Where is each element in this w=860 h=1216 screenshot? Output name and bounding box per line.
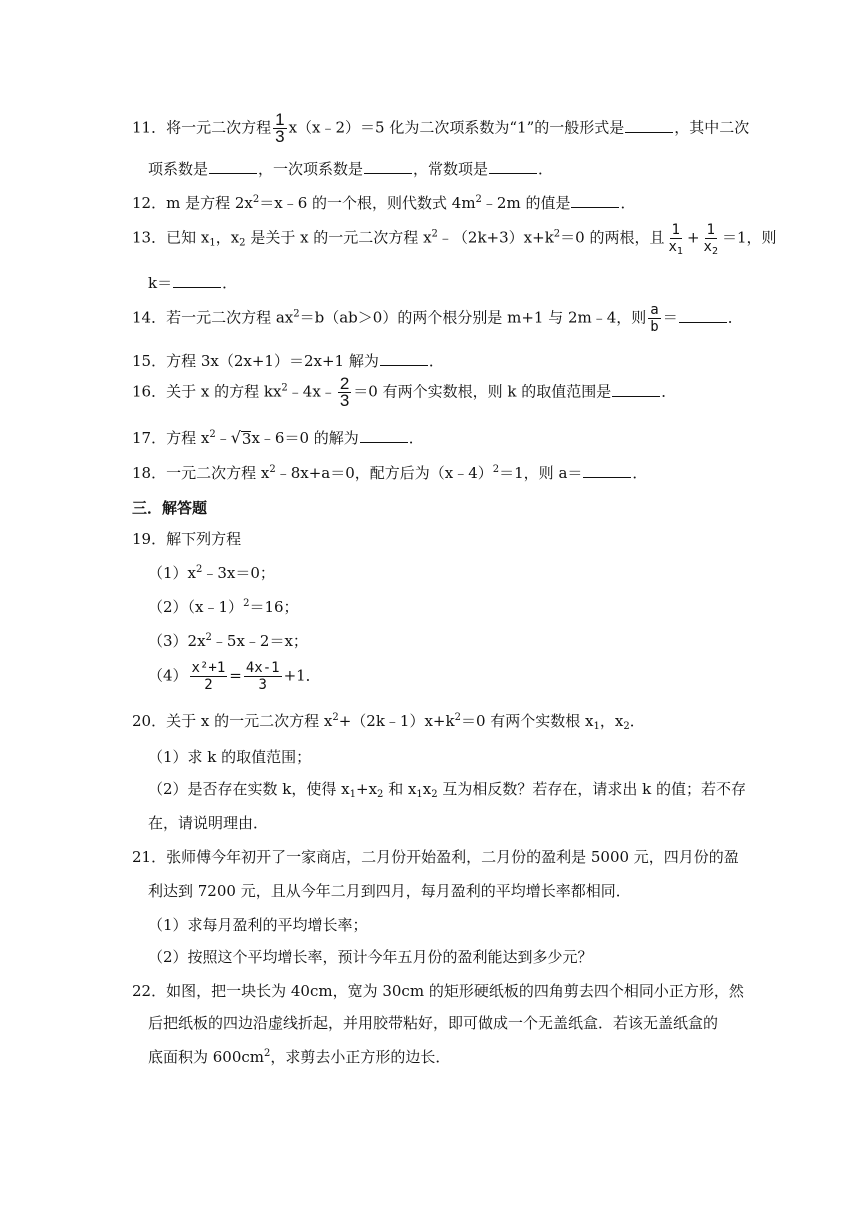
answer-blank[interactable] [489, 173, 537, 174]
answer-blank[interactable] [612, 396, 660, 397]
q15: 15．方程 3x（2x+1）＝2x+1 解为 ． [132, 352, 444, 370]
q19-fraction-2: $\frac{4x-1}{3}$ [245, 660, 280, 693]
q11-line1: 11．将一元二次方程 $\frac{1}{3}$ x（x﹣2）＝5 化为二次项系数为“1”的一般形式是 ，其中二次 [132, 110, 750, 146]
q20-part2: （2）是否存在实数 k，使得 $x_1+x_2$ 和 $x_1x_2$ 互为相反数？若存在，请求出 k 的值；若不存 [148, 780, 747, 800]
q22-line1: 22．如图，把一块长为 40cm，宽为 30cm 的矩形硬纸板的四角剪去四个相同小正方形，然 [132, 982, 744, 1000]
answer-blank[interactable] [173, 287, 221, 288]
q16-fraction: $\frac{2}{3}$ [339, 374, 350, 410]
q19-part4: （4） $\frac{\text{x²+1}}{2}$ = $\frac{4x-1}{3}$ +1． [148, 660, 321, 693]
q21-part1: （1）求每月盈利的平均增长率； [148, 916, 368, 934]
q21-part2: （2）按照这个平均增长率，预计今年五月份的盈利能达到多少元？ [148, 948, 593, 966]
answer-blank[interactable] [583, 477, 631, 478]
q20-line1: 20．关于 x 的一元二次方程 $x^2+(2k﹣1)x+k^2=0$ 有两个实数根 $x_1$，$x_2$． [132, 712, 645, 732]
q22-line3: 底面积为 $600cm^2$，求剪去小正方形的边长． [148, 1048, 451, 1066]
q13-line1: 13．已知 $x_1$，$x_2$ 是关于 x 的一元二次方程 $x^2﹣(2k+3)x+k^2=0$ 的两根，且 $\frac{1}{x_1}$ + $\frac{1}{x_2}$ ＝1，则 [132, 222, 777, 257]
answer-blank[interactable] [209, 173, 257, 174]
q11-number: 11． [132, 118, 167, 137]
q13-fraction-1: $\frac{1}{x_1}$ [668, 222, 683, 257]
q13-line2: k＝ ． [148, 274, 238, 292]
q11-fraction: $\frac{1}{3}$ [275, 110, 285, 146]
q17: 17．方程 $x^2﹣$ √ 3 x﹣6＝0 的解为 ． [132, 428, 424, 448]
q16: 16．关于 x 的方程 $kx^2﹣4x﹣$ $\frac{2}{3}$ ＝0 有两个实数根，则 k 的取值范围是 ． [132, 374, 677, 410]
q21-line1: 21．张师傅今年初开了一家商店，二月份开始盈利，二月份的盈利是 5000 元，四月份的盈 [132, 848, 739, 866]
answer-blank[interactable] [380, 365, 428, 366]
q13-fraction-2: $\frac{1}{x_2}$ [703, 222, 718, 257]
answer-blank[interactable] [360, 442, 408, 443]
answer-blank[interactable] [679, 322, 727, 323]
q20-part1: （1）求 k 的取值范围； [148, 748, 312, 766]
answer-blank[interactable] [625, 132, 673, 133]
answer-blank[interactable] [364, 173, 412, 174]
q19-part1: $(1)x^2﹣3x=0$； [148, 564, 275, 582]
q11-line2: 项系数是 ，一次项系数是 ，常数项是 ． [148, 160, 554, 178]
section-heading: 三．解答题 [132, 499, 208, 517]
q19-part2: （2）（x﹣1）$^2$＝16； [148, 598, 299, 616]
q19-fraction-1: $\frac{\text{x²+1}}{2}$ [191, 660, 226, 693]
q18: 18．一元二次方程 $x^2﹣8x+a=0$，配方后为（x﹣4）$^2$＝1，则 a＝ ． [132, 464, 648, 482]
q21-line2: 利达到 7200 元，且从今年二月到四月，每月盈利的平均增长率都相同． [148, 882, 631, 900]
answer-blank[interactable] [571, 207, 619, 208]
q19-title: 19．解下列方程 [132, 530, 242, 548]
sqrt-sign: √ 3 [230, 428, 252, 448]
q20-part2-line2: 在，请说明理由． [148, 814, 269, 832]
q14: 14．若一元二次方程 $ax^2=b(ab>0)$的两个根分别是 m+1 与 2m﹣4，则 $\frac{a}{b}$ ＝ ． [132, 302, 743, 335]
q12: 12．m 是方程 $2x^2=x﹣6$ 的一个根，则代数式 $4m^2﹣2m$ 的值是 ． [132, 194, 636, 212]
q19-part3: $(3)2x^2﹣5x﹣2=x$； [148, 632, 308, 650]
q14-fraction: $\frac{a}{b}$ [650, 302, 659, 335]
q22-line2: 后把纸板的四边沿虚线折起，并用胶带粘好，即可做成一个无盖纸盒．若该无盖纸盒的 [148, 1014, 719, 1032]
